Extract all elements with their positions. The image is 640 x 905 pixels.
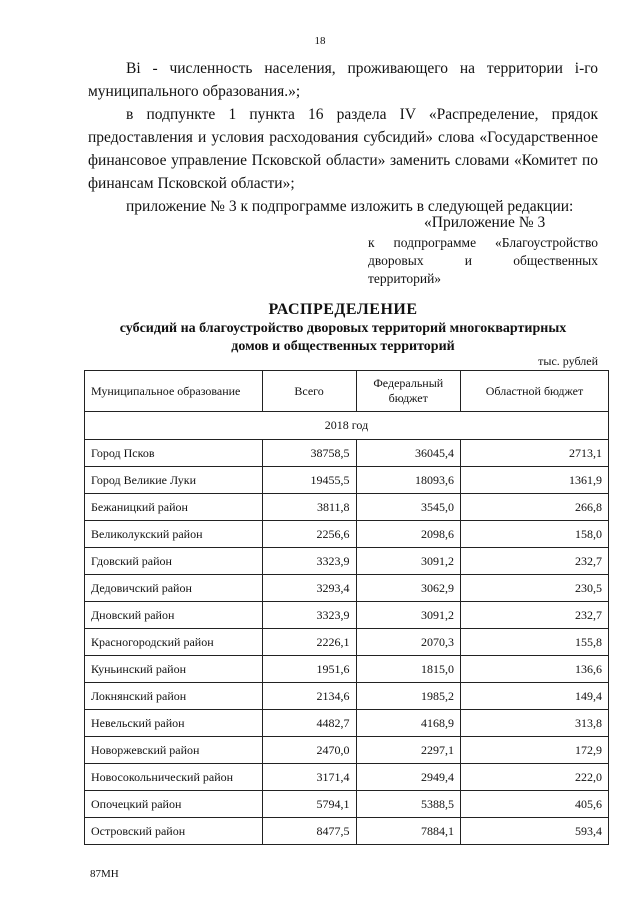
cell-total: 1951,6	[262, 656, 356, 683]
cell-municipality: Бежаницкий район	[85, 494, 263, 521]
table-row	[85, 656, 609, 683]
document-title: РАСПРЕДЕЛЕНИЕ	[268, 301, 418, 318]
cell-federal: 4168,9	[356, 710, 460, 737]
paragraph-amendment: в подпункте 1 пункта 16 раздела IV «Распределение, прядок предоставления и условия расходования субсидий» слова «Государственное финансовое управление Псковской области» заменить словами «Комитет по финансам Псковской области»;	[88, 106, 598, 192]
cell-federal: 3062,9	[356, 575, 460, 602]
table-row	[85, 575, 609, 602]
table-row	[85, 494, 609, 521]
paragraph-population: Bi - численность населения, проживающего на территории i-го муниципального образования.»;	[88, 60, 598, 100]
cell-municipality: Гдовский район	[85, 548, 263, 575]
cell-municipality: Локнянский район	[85, 683, 263, 710]
table-row	[85, 602, 609, 629]
cell-total: 19455,5	[262, 467, 356, 494]
table-row	[85, 818, 609, 845]
appendix-reference	[368, 212, 598, 288]
cell-regional: 593,4	[460, 818, 608, 845]
cell-regional: 2713,1	[460, 440, 608, 467]
table-row	[85, 710, 609, 737]
document-subtitle-line2: домов и общественных территорий	[231, 339, 455, 354]
table-row	[85, 737, 609, 764]
cell-federal: 36045,4	[356, 440, 460, 467]
table-row	[85, 791, 609, 818]
header-total: Всего	[262, 371, 356, 412]
cell-federal: 2949,4	[356, 764, 460, 791]
cell-federal: 1985,2	[356, 683, 460, 710]
cell-federal: 3091,2	[356, 548, 460, 575]
cell-regional: 172,9	[460, 737, 608, 764]
cell-municipality: Город Псков	[85, 440, 263, 467]
table-row	[85, 440, 609, 467]
cell-federal: 7884,1	[356, 818, 460, 845]
header-regional: Областной бюджет	[460, 371, 608, 412]
cell-total: 5794,1	[262, 791, 356, 818]
cell-total: 3293,4	[262, 575, 356, 602]
cell-regional: 266,8	[460, 494, 608, 521]
cell-municipality: Опочецкий район	[85, 791, 263, 818]
header-municipality: Муниципальное образование	[85, 371, 263, 412]
cell-total: 3171,4	[262, 764, 356, 791]
cell-municipality: Куньинский район	[85, 656, 263, 683]
cell-federal: 18093,6	[356, 467, 460, 494]
cell-total: 3811,8	[262, 494, 356, 521]
appendix-head: «Приложение № 3	[424, 214, 546, 231]
subsidy-table	[84, 370, 609, 845]
cell-regional: 155,8	[460, 629, 608, 656]
table-row	[85, 467, 609, 494]
cell-total: 3323,9	[262, 602, 356, 629]
cell-municipality: Город Великие Луки	[85, 467, 263, 494]
cell-municipality: Островский район	[85, 818, 263, 845]
table-row	[85, 764, 609, 791]
cell-federal: 2070,3	[356, 629, 460, 656]
cell-municipality: Новоржевский район	[85, 737, 263, 764]
table-row	[85, 683, 609, 710]
cell-regional: 232,7	[460, 602, 608, 629]
cell-total: 3323,9	[262, 548, 356, 575]
table-row	[85, 521, 609, 548]
cell-municipality: Новосокольнический район	[85, 764, 263, 791]
table-row	[85, 548, 609, 575]
footer-code: 87МН	[90, 868, 119, 880]
table-header-row	[85, 371, 609, 412]
cell-total: 2256,6	[262, 521, 356, 548]
cell-federal: 1815,0	[356, 656, 460, 683]
cell-municipality: Великолукский район	[85, 521, 263, 548]
cell-regional: 158,0	[460, 521, 608, 548]
page-number: 18	[314, 35, 326, 47]
cell-federal: 3545,0	[356, 494, 460, 521]
cell-municipality: Дновский район	[85, 602, 263, 629]
year-row	[85, 412, 609, 440]
cell-total: 2470,0	[262, 737, 356, 764]
table-row	[85, 629, 609, 656]
cell-total: 8477,5	[262, 818, 356, 845]
cell-regional: 136,6	[460, 656, 608, 683]
header-federal: Федеральный бюджет	[356, 371, 460, 412]
cell-federal: 2297,1	[356, 737, 460, 764]
cell-regional: 405,6	[460, 791, 608, 818]
cell-regional: 313,8	[460, 710, 608, 737]
cell-total: 2226,1	[262, 629, 356, 656]
cell-federal: 5388,5	[356, 791, 460, 818]
cell-federal: 3091,2	[356, 602, 460, 629]
cell-municipality: Дедовичский район	[85, 575, 263, 602]
document-subtitle-line1: субсидий на благоустройство дворовых территорий многоквартирных	[119, 321, 567, 336]
cell-regional: 232,7	[460, 548, 608, 575]
cell-federal: 2098,6	[356, 521, 460, 548]
units-label: тыс. рублей	[538, 354, 598, 368]
cell-total: 2134,6	[262, 683, 356, 710]
cell-regional: 149,4	[460, 683, 608, 710]
year-label: 2018 год	[85, 412, 609, 440]
cell-total: 38758,5	[262, 440, 356, 467]
body-text	[88, 57, 598, 218]
document-title-block	[88, 300, 598, 356]
cell-municipality: Невельский район	[85, 710, 263, 737]
cell-regional: 1361,9	[460, 467, 608, 494]
cell-total: 4482,7	[262, 710, 356, 737]
cell-municipality: Красногородский район	[85, 629, 263, 656]
cell-regional: 230,5	[460, 575, 608, 602]
appendix-body: к подпрограмме «Благоустройство дворовых и общественных территорий»	[368, 235, 598, 286]
cell-regional: 222,0	[460, 764, 608, 791]
paragraph-appendix-intro: приложение № 3 к подпрограмме изложить в следующей редакции:	[126, 198, 574, 215]
